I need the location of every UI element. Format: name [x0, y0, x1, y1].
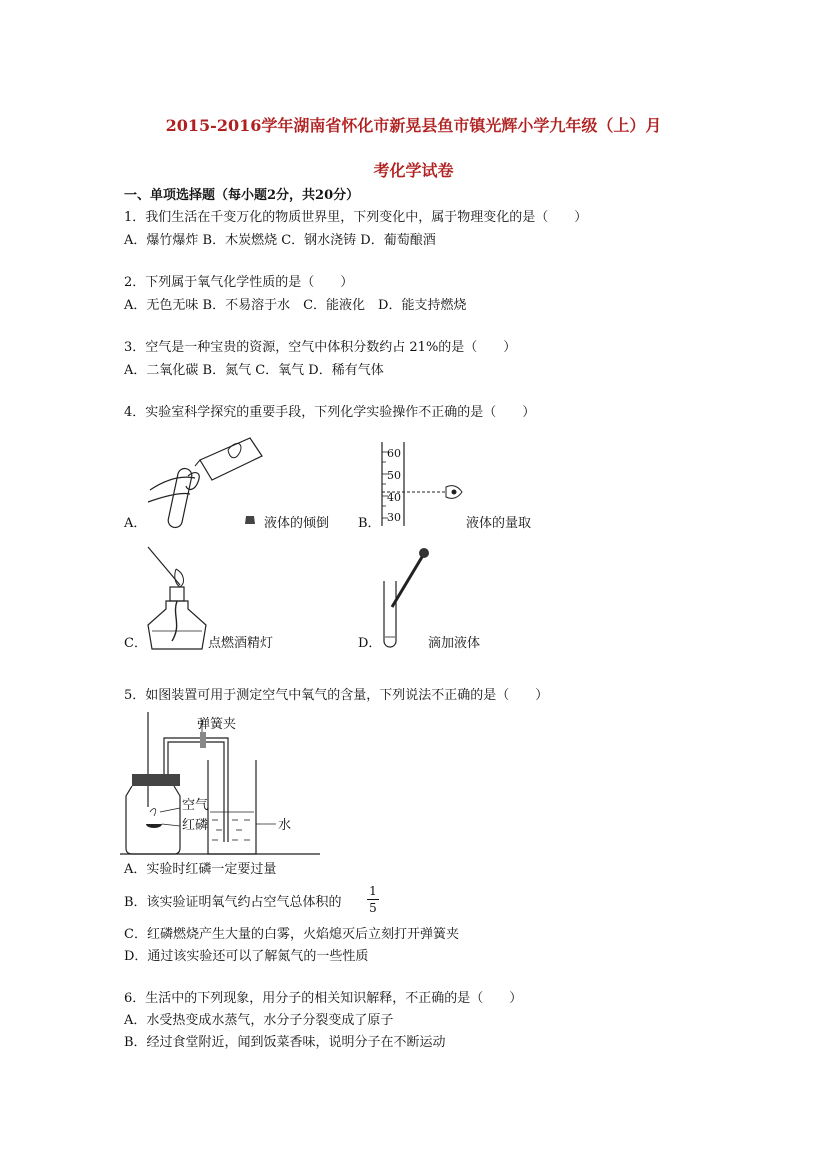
page-title-line1: 2015-2016学年湖南省怀化市新晃县鱼市镇光辉小学九年级（上）月 [165, 116, 662, 135]
question-2-options: A．无色无味 B．不易溶于水 C．能液化 D．能支持燃烧 [124, 298, 467, 313]
q4-option-b-caption: 液体的量取 [466, 516, 532, 531]
oxygen-apparatus-figure [120, 712, 320, 857]
question-6-option-b: B．经过食堂附近，闻到饭菜香味，说明分子在不断运动 [124, 1035, 446, 1050]
q4-option-b-letter: B． [358, 516, 381, 531]
cylinder-tick-40: 40 [387, 491, 401, 504]
q4-option-d-caption: 滴加液体 [428, 636, 481, 651]
label-air: 空气 [182, 798, 209, 813]
q4-option-c-caption: 点燃酒精灯 [208, 636, 274, 651]
q4-option-d-letter: D． [358, 636, 382, 651]
question-3-stem: 3．空气是一种宝贵的资源，空气中体积分数约占 21%的是（ ） [124, 340, 517, 355]
fraction-one-fifth [367, 884, 379, 915]
question-4-stem: 4．实验室科学探究的重要手段，下列化学实验操作不正确的是（ ） [124, 405, 536, 420]
question-5-option-a: A．实验时红磷一定要过量 [124, 862, 277, 877]
question-5-stem: 5．如图装置可用于测定空气中氧气的含量，下列说法不正确的是（ ） [124, 688, 549, 703]
question-2-stem: 2．下列属于氧气化学性质的是（ ） [124, 275, 354, 290]
cylinder-tick-50: 50 [387, 469, 401, 482]
question-1-options: A．爆竹爆炸 B．木炭燃烧 C．钢水浇铸 D．葡萄酿酒 [124, 233, 436, 248]
question-6-option-a: A．水受热变成水蒸气，水分子分裂变成了原子 [124, 1013, 394, 1028]
question-5-option-c: C．红磷燃烧产生大量的白雾，火焰熄灭后立刻打开弹簧夹 [124, 927, 459, 942]
page-title-line2: 考化学试卷 [373, 161, 454, 180]
question-6-stem: 6．生活中的下列现象，用分子的相关知识解释，不正确的是（ ） [124, 991, 523, 1006]
label-phosphorus: 红磷 [182, 818, 209, 833]
question-5-option-b: B．该实验证明氧气约占空气总体积的 [124, 895, 342, 910]
question-1-stem: 1．我们生活在千变万化的物质世界里，下列变化中，属于物理变化的是（ ） [124, 210, 588, 225]
fraction-denominator: 5 [369, 901, 377, 915]
q4-option-a-caption: 液体的倾倒 [264, 516, 330, 531]
fraction-numerator: 1 [369, 884, 377, 898]
q4-option-a-letter: A． [124, 516, 147, 531]
cylinder-tick-60: 60 [387, 447, 401, 460]
stopper-icon [243, 514, 257, 526]
label-clamp: 弹簧夹 [197, 717, 237, 732]
question-3-options: A．二氧化碳 B．氮气 C．氧气 D．稀有气体 [124, 363, 384, 378]
cylinder-tick-30: 30 [387, 511, 401, 524]
alcohol-lamp-figure [142, 545, 212, 653]
q4-option-c-letter: C． [124, 636, 147, 651]
label-water: 水 [278, 818, 292, 833]
question-5-option-d: D．通过该实验还可以了解氮气的一些性质 [124, 949, 369, 964]
section-heading: 一、单项选择题（每小题2分，共20分） [124, 188, 360, 203]
